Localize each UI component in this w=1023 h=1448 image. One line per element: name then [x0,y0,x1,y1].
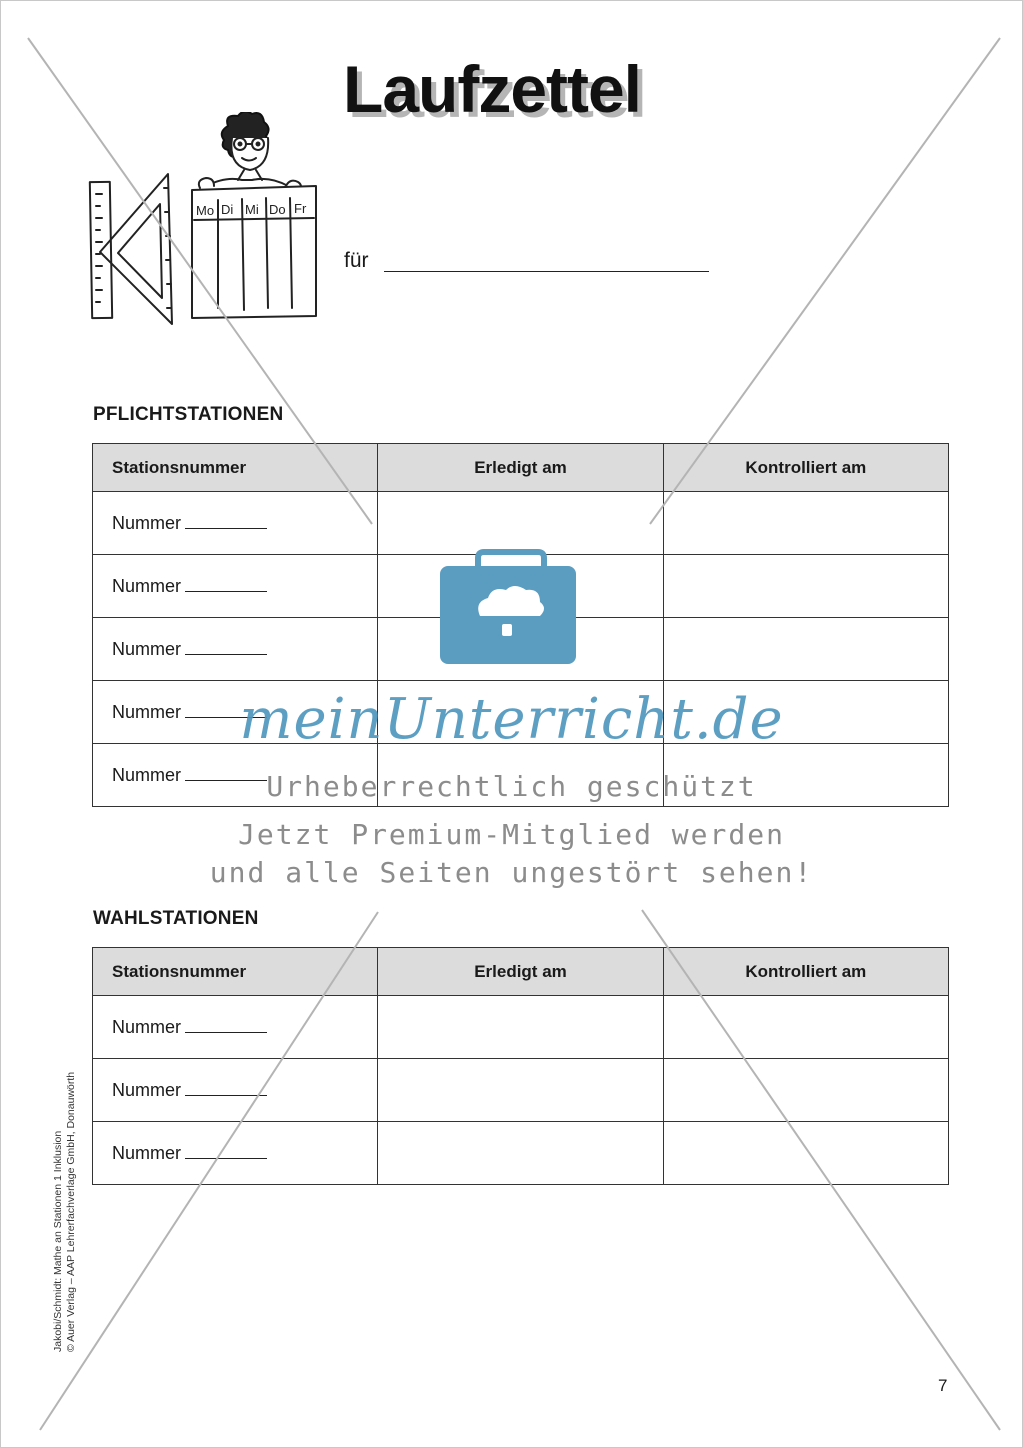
done-on-cell[interactable] [378,1122,663,1185]
checked-on-cell[interactable] [663,492,948,555]
station-number-cell[interactable] [93,618,378,681]
day-mi-label: Mi [245,202,259,217]
column-header-checked-on: Kontrolliert am [663,444,948,492]
station-number-label: Nummer [112,1079,182,1100]
watermark-premium-text: Jetzt Premium-Mitglied werden [238,818,785,851]
column-header-done-on: Erledigt am [378,948,663,996]
column-header-done-on: Erledigt am [378,444,663,492]
credit-line-1: Jakobi/Schmidt: Mathe an Stationen 1 Inklusion [52,1130,64,1352]
checked-on-cell[interactable] [663,555,948,618]
done-on-cell[interactable] [378,555,663,618]
recipient-name-line[interactable] [384,271,709,272]
station-number-cell[interactable] [93,1059,378,1122]
column-header-checked-on: Kontrolliert am [663,948,948,996]
station-number-cell[interactable] [93,996,378,1059]
station-number-cell[interactable] [93,555,378,618]
day-mo-label: Mo [196,203,215,218]
table-row [93,555,949,618]
watermark-logo: meinUnterricht.de [239,687,784,752]
checked-on-cell[interactable] [663,996,948,1059]
table-row [93,492,949,555]
done-on-cell[interactable] [378,618,663,681]
day-do-label: Do [269,202,286,217]
station-number-blank[interactable] [185,1083,267,1096]
station-number-cell[interactable] [93,1122,378,1185]
station-number-label: Nummer [112,638,182,659]
checked-on-cell[interactable] [663,1059,948,1122]
copyright-credit [52,1072,78,1352]
table-header-row [93,444,949,492]
watermark-copyright-text: Urheberrechtlich geschützt [266,770,757,803]
checked-on-cell[interactable] [663,1122,948,1185]
station-number-label: Nummer [112,1016,182,1037]
station-number-label: Nummer [112,764,182,785]
page-title: Laufzettel [343,52,642,126]
watermark-premium-text-2: und alle Seiten ungestört sehen! [209,856,814,889]
station-number-blank[interactable] [185,579,267,592]
column-header-station-number: Stationsnummer [93,948,378,996]
station-number-blank[interactable] [185,1146,267,1159]
page-number: 7 [938,1376,948,1395]
station-number-label: Nummer [112,701,182,722]
boy-icon [199,112,301,192]
done-on-cell[interactable] [378,492,663,555]
station-number-label: Nummer [112,512,182,533]
day-fr-label: Fr [294,201,307,216]
checked-on-cell[interactable] [663,618,948,681]
table-row [93,1059,949,1122]
optional-stations-heading: WAHLSTATIONEN [93,908,259,929]
day-di-label: Di [221,202,234,217]
column-header-station-number: Stationsnummer [93,444,378,492]
table-row [93,996,949,1059]
station-number-blank[interactable] [185,1020,267,1033]
table-row [93,618,949,681]
mandatory-stations-table [92,443,949,807]
done-on-cell[interactable] [378,996,663,1059]
done-on-cell[interactable] [378,1059,663,1122]
table-header-row [93,948,949,996]
recipient-label: für [344,249,369,272]
table-row [93,1122,949,1185]
illustration-boy-with-timetable [88,112,320,326]
mandatory-stations-heading: PFLICHTSTATIONEN [93,404,284,425]
optional-stations-table [92,947,949,1185]
station-number-cell[interactable] [93,492,378,555]
credit-line-2: © Auer Verlag – AAP Lehrerfachverlage GmbH, Donauwörth [65,1071,77,1352]
station-number-label: Nummer [112,1142,182,1163]
station-number-blank[interactable] [185,516,267,529]
station-number-label: Nummer [112,575,182,596]
station-number-blank[interactable] [185,642,267,655]
